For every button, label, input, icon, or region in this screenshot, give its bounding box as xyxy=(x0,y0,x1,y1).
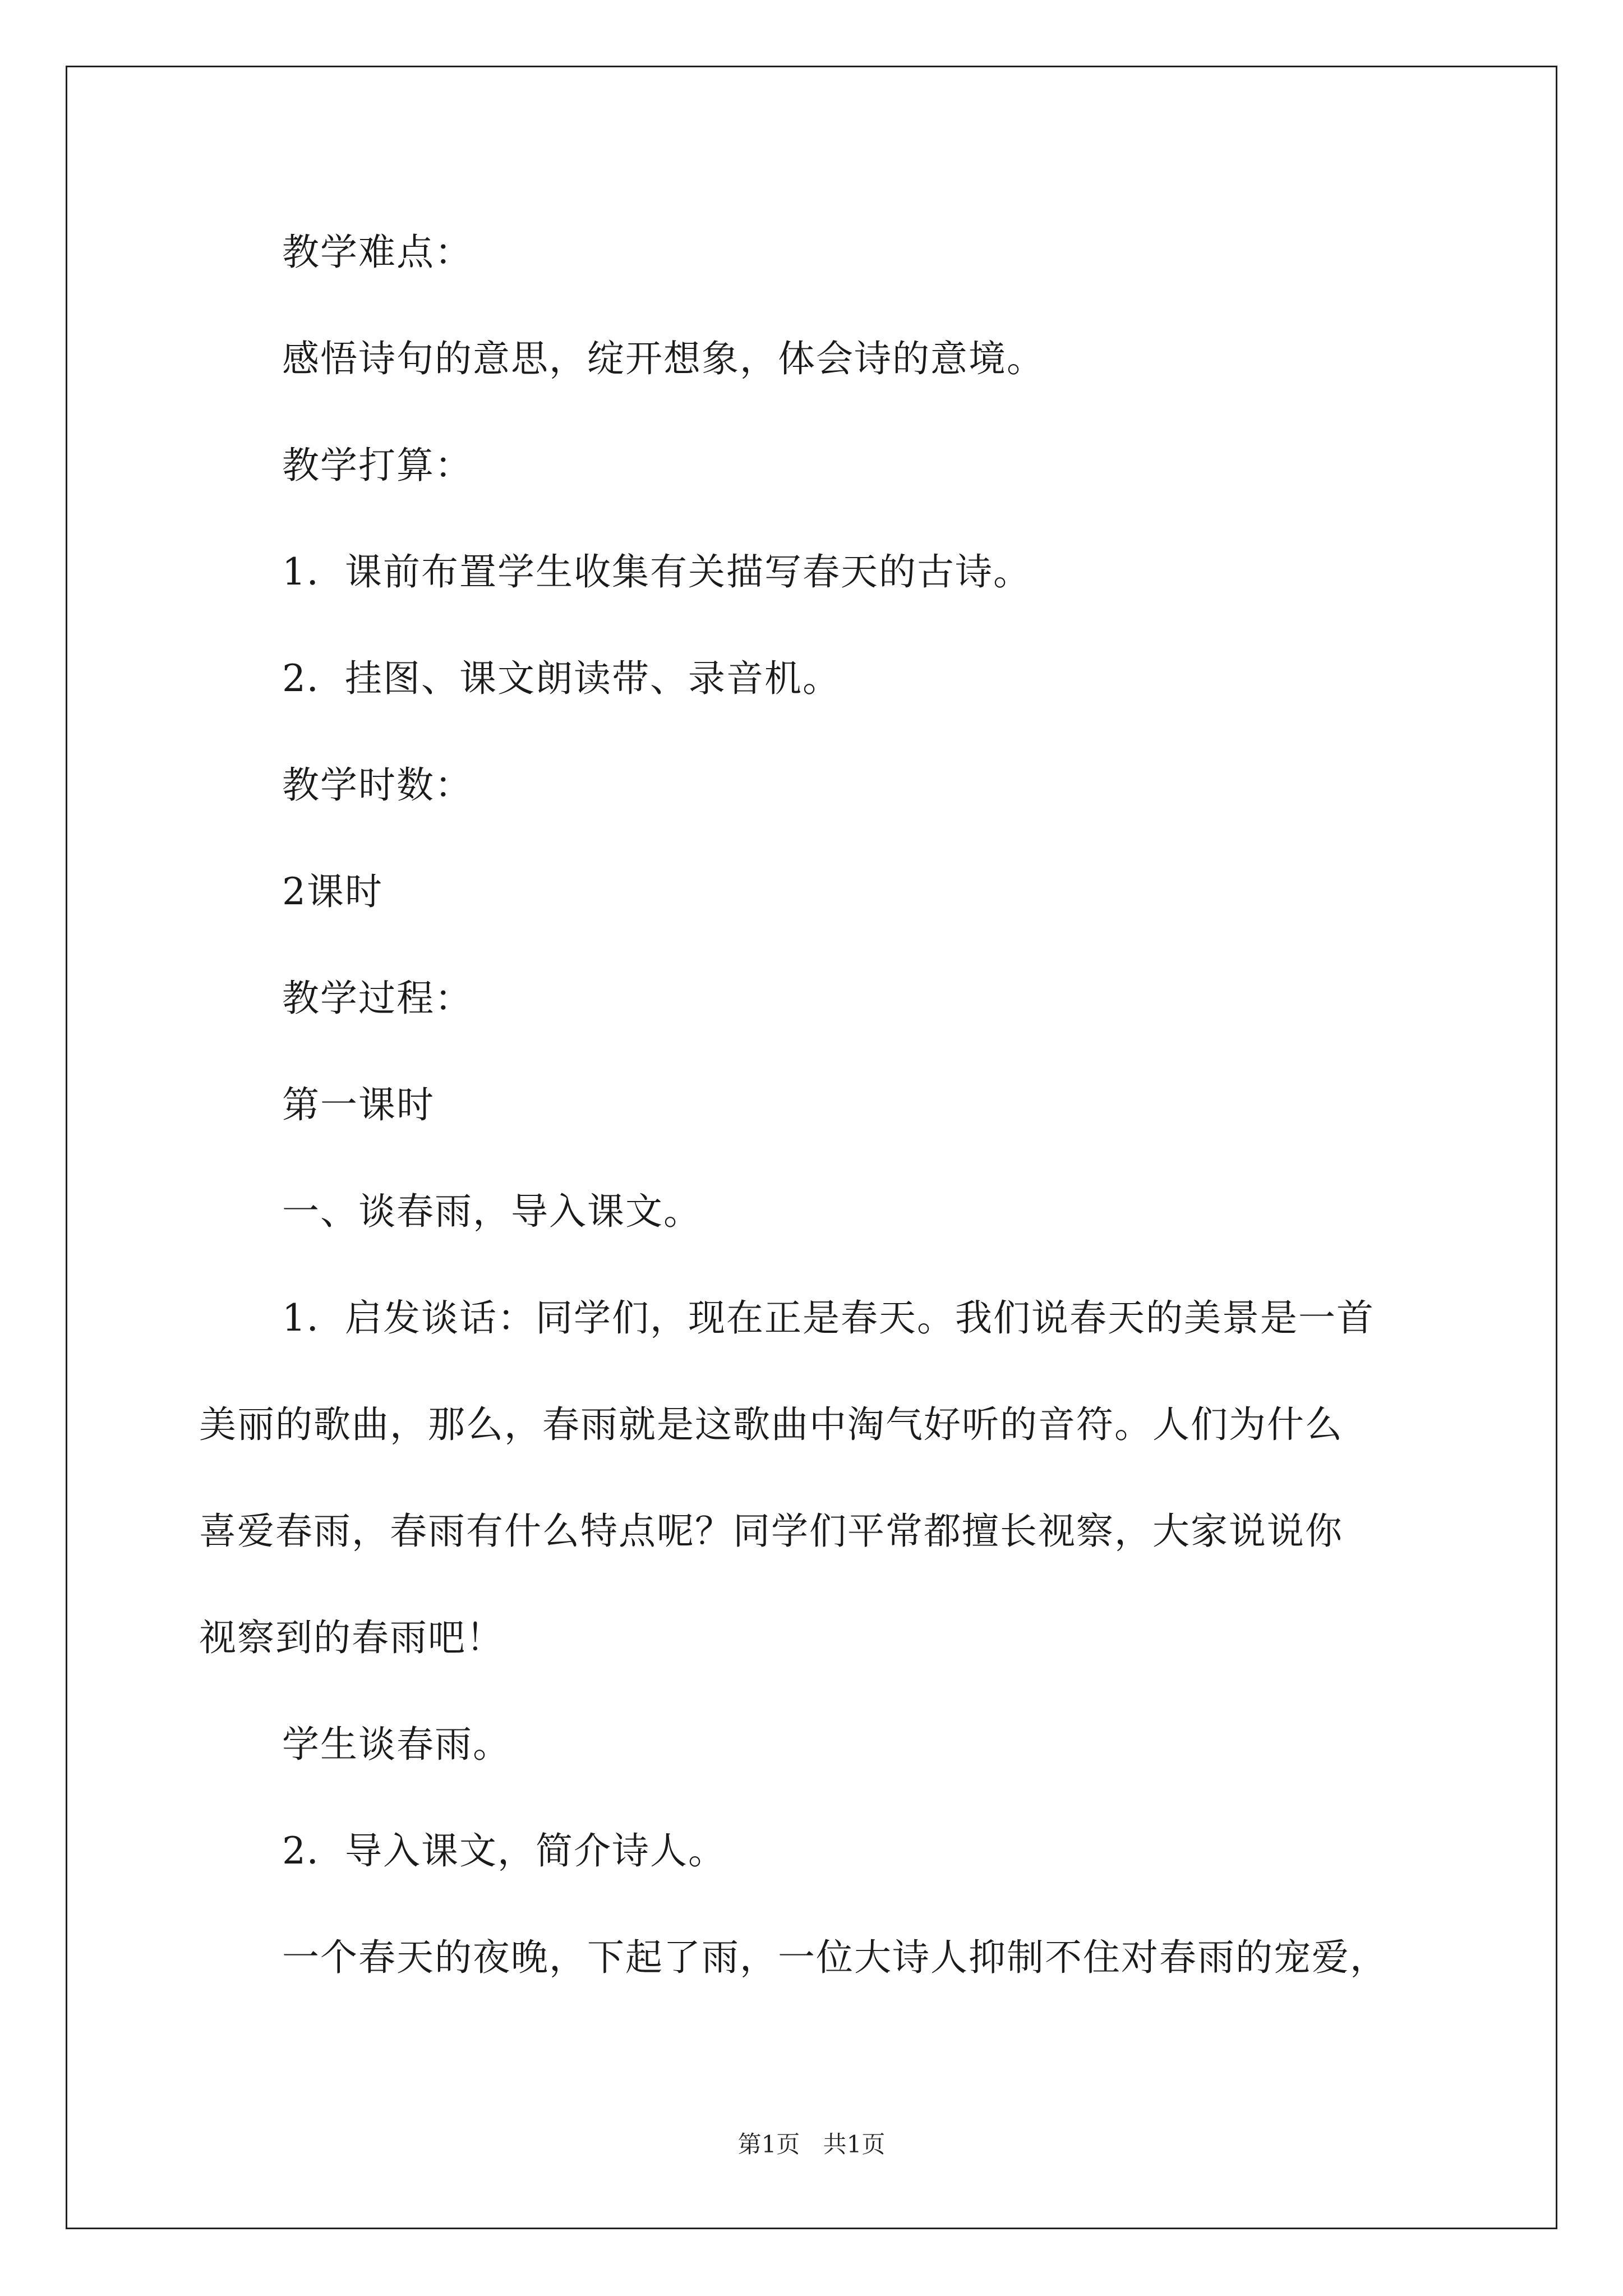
page-total: 共1页 xyxy=(823,2131,886,2158)
section-title: 第一课时 xyxy=(282,1083,435,1126)
heading-teaching-difficulty: 教学难点： xyxy=(282,231,473,274)
paragraph-line: 视察到的春雨吧！ xyxy=(199,1616,504,1659)
page-border xyxy=(66,66,1557,2229)
heading-teaching-preparation: 教学打算： xyxy=(282,444,473,487)
paragraph-line: 2．导入课文，简介诗人。 xyxy=(282,1829,726,1872)
paragraph-line: 感悟诗句的意思，绽开想象，体会诗的意境。 xyxy=(282,337,1045,380)
paragraph-line: 喜爱春雨，春雨有什么特点呢？同学们平常都擅长视察，大家说说你 xyxy=(199,1510,1343,1553)
heading-teaching-process: 教学过程： xyxy=(282,977,473,1020)
page-footer xyxy=(0,2129,1623,2160)
section-heading: 一、谈春雨，导入课文。 xyxy=(282,1190,702,1233)
paragraph-line: 学生谈春雨。 xyxy=(282,1723,511,1766)
paragraph-line: 一个春天的夜晚，下起了雨，一位大诗人抑制不住对春雨的宠爱， xyxy=(282,1936,1388,1979)
paragraph-line: 美丽的歌曲，那么，春雨就是这歌曲中淘气好听的音符。人们为什么 xyxy=(199,1403,1343,1446)
page-number: 第1页 xyxy=(737,2131,800,2158)
heading-teaching-hours: 教学时数： xyxy=(282,763,473,807)
paragraph-line: 2课时 xyxy=(282,870,383,913)
paragraph-line: 2．挂图、课文朗读带、录音机。 xyxy=(282,657,841,700)
paragraph-line: 1．课前布置学生收集有关描写春天的古诗。 xyxy=(282,550,1031,593)
paragraph-line: 1．启发谈话：同学们，现在正是春天。我们说春天的美景是一首 xyxy=(282,1296,1375,1340)
